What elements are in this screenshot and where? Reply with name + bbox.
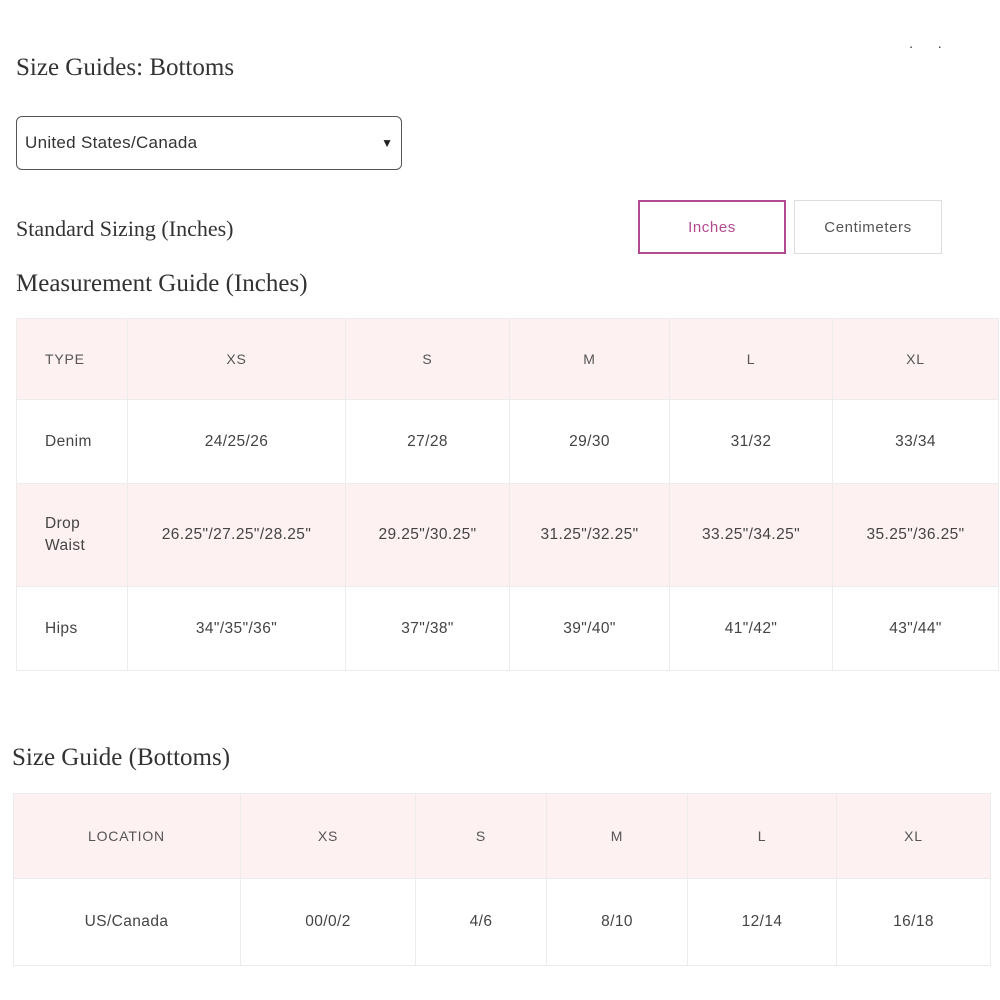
region-select-value: United States/Canada bbox=[25, 133, 198, 152]
table-cell: 33/34 bbox=[833, 400, 999, 484]
table-header-row bbox=[17, 319, 999, 400]
inches-button[interactable]: Inches bbox=[638, 200, 786, 254]
table-cell: 8/10 bbox=[547, 879, 688, 966]
table-cell: 29.25"/30.25" bbox=[346, 484, 510, 587]
standard-sizing-label: Standard Sizing (Inches) bbox=[16, 216, 234, 241]
measurement-guide-title: Measurement Guide (Inches) bbox=[16, 270, 308, 297]
table-row bbox=[17, 400, 999, 484]
table-cell: 16/18 bbox=[837, 879, 991, 966]
table-cell: 12/14 bbox=[688, 879, 837, 966]
row-label: US/Canada bbox=[14, 879, 241, 966]
table-cell: 27/28 bbox=[346, 400, 510, 484]
table-cell: 31/32 bbox=[670, 400, 833, 484]
row-label-text: Drop Waist bbox=[45, 515, 86, 554]
table-cell: 33.25"/34.25" bbox=[670, 484, 833, 587]
row-label: Hips bbox=[17, 587, 128, 671]
header-cell: M bbox=[547, 794, 688, 879]
table-cell: 4/6 bbox=[416, 879, 547, 966]
header-cell: L bbox=[688, 794, 837, 879]
table-row bbox=[14, 879, 991, 966]
header-cell: S bbox=[416, 794, 547, 879]
table-cell: 24/25/26 bbox=[128, 400, 346, 484]
chevron-down-icon: ▼ bbox=[381, 136, 393, 150]
table-header-row bbox=[14, 794, 991, 879]
header-cell: XS bbox=[128, 319, 346, 400]
table-cell: 37"/38" bbox=[346, 587, 510, 671]
measurement-guide-table bbox=[16, 318, 999, 671]
centimeters-button[interactable]: Centimeters bbox=[794, 200, 942, 254]
header-cell: XL bbox=[833, 319, 999, 400]
table-cell: 00/0/2 bbox=[241, 879, 416, 966]
header-cell: XL bbox=[837, 794, 991, 879]
table-row bbox=[17, 587, 999, 671]
header-cell: M bbox=[510, 319, 670, 400]
header-cell: LOCATION bbox=[14, 794, 241, 879]
table-cell: 41"/42" bbox=[670, 587, 833, 671]
table-cell: 29/30 bbox=[510, 400, 670, 484]
header-cell: L bbox=[670, 319, 833, 400]
size-guide-table bbox=[13, 793, 991, 966]
size-guide-title: Size Guide (Bottoms) bbox=[12, 744, 231, 771]
row-label: Denim bbox=[17, 400, 128, 484]
table-cell: 26.25"/27.25"/28.25" bbox=[128, 484, 346, 587]
table-cell: 39"/40" bbox=[510, 587, 670, 671]
table-cell: 34"/35"/36" bbox=[128, 587, 346, 671]
page-title: Size Guides: Bottoms bbox=[16, 54, 235, 81]
table-cell: 35.25"/36.25" bbox=[833, 484, 999, 587]
header-cell: TYPE bbox=[17, 319, 128, 400]
region-select[interactable] bbox=[16, 116, 402, 170]
corner-dots-icon[interactable]: · · bbox=[908, 38, 952, 54]
row-label bbox=[17, 484, 128, 587]
header-cell: S bbox=[346, 319, 510, 400]
header-cell: XS bbox=[241, 794, 416, 879]
table-cell: 43"/44" bbox=[833, 587, 999, 671]
table-row bbox=[17, 484, 999, 587]
table-cell: 31.25"/32.25" bbox=[510, 484, 670, 587]
